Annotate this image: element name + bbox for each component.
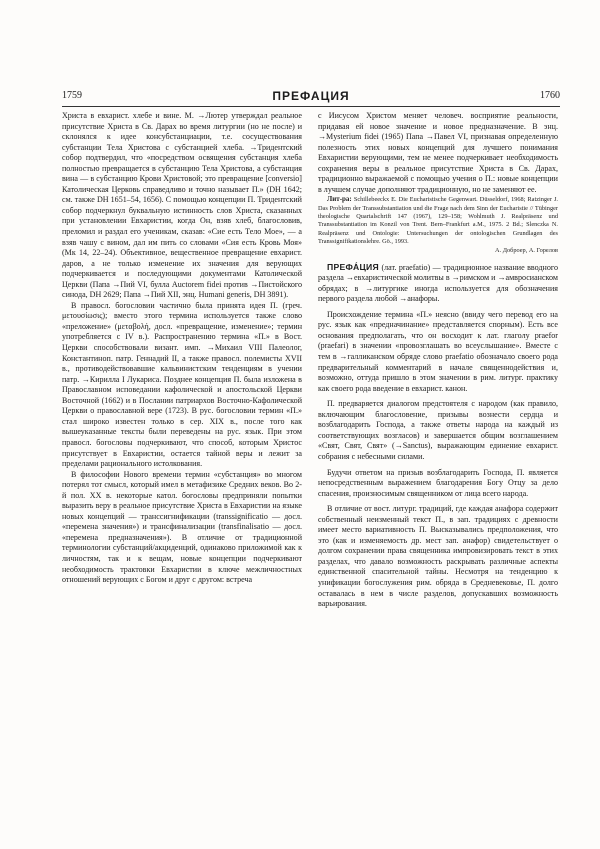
left-column [62, 111, 302, 586]
right-column [318, 111, 558, 610]
paragraph: П. предваряется диалогом предстоятеля с народом (как правило, включающим благословение, призывы вознести сердца и возблагодарить Господа, а также ответы народа на каждый из соответствующих возгласов) и завершается общим возглашением «Свят, Свят, Свят» (→Sanctus), выражающим единение евхарист. собрания с небесными силами. [318, 399, 558, 461]
paragraph: В правосл. богословии частично была принята идея П. (греч. μετουσίωσις); вместо этого термина используется также слово «преложение» (μεταβολή, досл. «превращение, изменение»; термин употребляется с IV в.). Распространению термина «П.» в Вост. Церкви способствовали визант. имп. →Михаил VIII Палеолог, Константиноп. патр. Геннадий II, а также правосл. полемисты XVII в., противодействовавшие кальвинистским тенденциям в учении патр. →Кирилла I Лукариса. Позднее концепция П. была изложена в Православном исповедании кафолической и апостольской Церкви Восточной (1662) и в Послании патриархов Восточно-Кафолической Церкви о православной вере (1723). В рус. богословии термин «П.» стал широко известен только в сер. XIX в., после того как вышеуказанные тексты были переведены на рус. язык. При этом правосл. богословы подчеркивают, что способ, которым Христос присутствует в Евхаристии, остается тайной веры и лежит за пределами рационального истолкования. [62, 300, 302, 469]
bibliography-label: Лит-ра: [327, 195, 352, 204]
paragraph: В философии Нового времени термин «субстанция» во многом потерял тот смысл, который имел в метафизике Средних веков. Во 2-й пол. XX в. некоторые катол. богословы предприняли попытки выразить веру в реальное присутствие Христа в Евхаристии на языке новых концепций — транссигнификации (transsignificatio — досл. «перемена значения») и трансфинализации (transfinalisatio — досл. «перемена предназначения»). В отличие от традиционной терминологии субстанций/акциденций, одинаково приложимой как к личностям, так и к вещам, новые концепции подчеркивают необходимость трактовки Евхаристии в ключе межличностных отношений верующих с Богом и друг с другом: встреча [62, 469, 302, 585]
entry-definition-text: (лат. praefatio) — традиционное название вводного раздела →евхаристической молитвы в →римском и →амвросианском обрядах; в →литургике иногда используется для обозначения первого раздела любой →анафоры. [318, 262, 559, 304]
paragraph: В отличие от вост. литург. традиций, где каждая анафора содержит собственный неизменный текст П., в зап. традициях с древности имеет место вариативность П. Высказывались предположения, что это (как и изменяемость др. мест зап. анафор) свидетельствует о долгом сохранении права священника импровизировать текст в этих разделах, что давало возможность раскрывать различные аспекты единственной спасительной тайны. Несмотря на тенденцию к унификации богослужения рим. обряда в Средневековье, П. долго оставалась в нем в числе разделов, допускавших возможность варьирования. [318, 504, 558, 609]
paragraph: с Иисусом Христом меняет человеч. восприятие реальности, придавая ей новое значение и новое предназначение. В энц. →Mysterium fidei (1965) Папа →Павел VI, признавая определенную полезность этих новых концепций для лучшего понимания Евхаристии верующими, тем не менее подчеркивает необходимость сохранения веры в реальное присутствие Христа в Св. Дарах, традиционно выражаемой с помощью учения о П.: новые концепции в лучшем случае дополняют традиционную, но не заменяют ее. [318, 111, 558, 194]
page-number-right: 1760 [540, 90, 560, 101]
page-number-left: 1759 [62, 90, 82, 101]
running-title: ПРЕФАЦИЯ [272, 89, 350, 103]
paragraph: Христа в евхарист. хлебе и вине. М. →Лютер утверждал реальное присутствие Христа в Св. Дарах во время литургии (но не после) и склонялся к идее консубстанциации, т.е. сосуществования субстанции Тела Христова с субстанцией хлеба. →Тридентский собор подтвердил, что «посредством освящения субстанция хлеба полностью превращается в субстанцию Тела Христова, а субстанция вина — в субстанцию Крови Христовой; это превращение [conversio] Католическая Церковь справедливо и точно называет П.» (DH 1642; см. также DH 1651–54, 1656). С помощью концепции П. Тридентский собор подчеркнул буквальную истинность слов Христа, сказанных при установлении Евхаристии, когда Он, взяв хлеб, благословив, преломил и раздал его ученикам, сказав: «Сие есть Тело Мое», — а взяв чашу с вином, дал им пить со словами «Сия есть Кровь Моя» (Мк 14, 22–24). Объективное, вещественное превращение евхарист. даров, а не только изменение их значения для верующих подчеркивается и последующими документами Католической Церкви (Папа →Пий VI, булла Auctorem fidei против →Пистойского синода, DH 2629; Папа →Пий XII, энц. Humani generis, DH 3891). [62, 111, 302, 300]
article-authors: А. Доброер, А. Горелов [495, 247, 558, 255]
bibliography [318, 195, 558, 246]
paragraph: Происхождение термина «П.» неясно (ввиду чего перевод его на рус. язык как «предначинание» представляется спорным). Есть все основания предполагать, что он восходит к лат. глаголу praefor (praefari) в значении «провозглашать во всеуслышание». Вместе с тем в →галликанском обряде слово praefatio обозначало своего рода предварительный комментарий в начале священнодействия и, возможно, оттуда пришло в этом значении в рим. литург. практику как своего рода введение в евхарист. канон. [318, 309, 558, 393]
bibliography-text: Schillebeeckx E. Die Eucharistische Gegenwart. Düsseldorf, 1968; Ratzinger J. Das Problem der Transsubstantiation und die Frage nach dem Sinn der Eucharistie // Tübinger theologische Quartalschrift 147 (1967), 129–158; Wohlmuth J. Realpräsenz und Transsubstantiation im Konzil von Trent. Bern–Frankfurt a.M., 1975. 2 Bd.; Slenczka N. Realpräsenz und Ontologie: Untersuchungen der ontologischen Grundlagen des Transsignifikationslehre. Gö., 1993. [318, 196, 559, 245]
entry-definition [318, 262, 558, 305]
entry-headword: ПРЕФА́ЦИЯ [327, 261, 379, 272]
paragraph: Будучи ответом на призыв возблагодарить Господа, П. является непосредственным выражением благодарения Богу Отцу за дело спасения, произносимым священником от лица всего народа. [318, 467, 558, 498]
page-header [62, 90, 560, 107]
